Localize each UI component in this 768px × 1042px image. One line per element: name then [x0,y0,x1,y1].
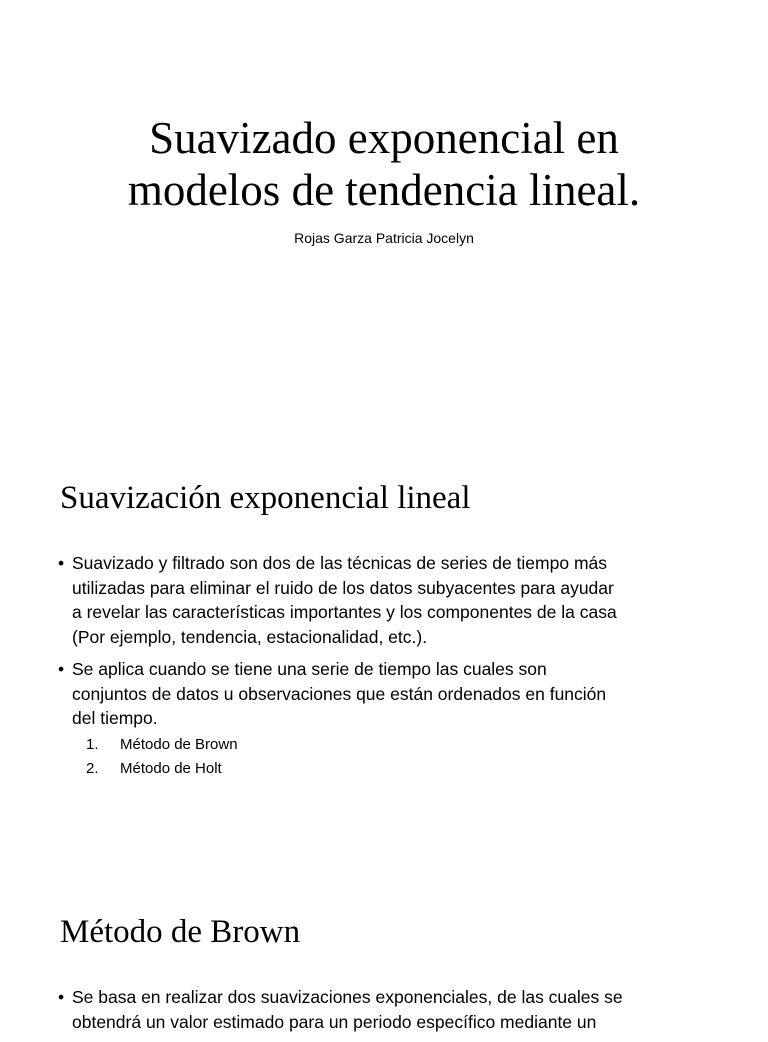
item-label: Método de Brown [120,735,238,753]
bullet-icon: • [58,987,65,1007]
bullet-icon: • [58,553,65,573]
bullet-item [58,657,708,781]
bullet-list [58,985,708,1042]
bullet-list [58,551,708,789]
item-number: 1. [86,735,99,753]
bullet-line: utilizadas para eliminar el ruido de los datos subyacentes para ayudar [72,577,614,598]
bullet-line: obtendrá un valor estimado para un periodo específico mediante un [72,1011,597,1032]
content-slide-linear-smoothing [0,420,768,860]
slide-heading: Método de Brown [60,914,301,950]
bullet-icon: • [58,659,65,679]
numbered-sublist [72,733,708,781]
presentation-title [60,112,708,216]
bullet-line: (Por ejemplo, tendencia, estacionalidad, etc.). [72,626,428,647]
bullet-item [58,551,708,649]
bullet-line: Suavizado y filtrado son dos de las técnicas de series de tiempo más [72,553,608,573]
bullet-line: a revelar las características importantes y los componentes de la casa [72,602,617,622]
author-name: Rojas Garza Patricia Jocelyn [294,230,474,246]
item-label: Método de Holt [120,759,222,777]
content-slide-brown-method [0,860,768,1032]
title-line: Suavizado exponencial en [149,113,619,163]
bullet-line: Se aplica cuando se tiene una serie de tiempo las cuales son [72,659,547,679]
bullet-line: conjuntos de datos u observaciones que están ordenados en función [72,683,607,704]
slide-heading: Suavización exponencial lineal [60,480,471,516]
item-number: 2. [86,759,99,777]
bullet-line: Se basa en realizar dos suavizaciones exponenciales, de las cuales se [72,987,623,1007]
bullet-item [58,985,708,1034]
numbered-item [72,733,708,757]
numbered-item [72,757,708,781]
title-line: modelos de tendencia lineal. [127,165,641,215]
bullet-line: del tiempo. [72,708,158,728]
title-slide [0,0,768,420]
